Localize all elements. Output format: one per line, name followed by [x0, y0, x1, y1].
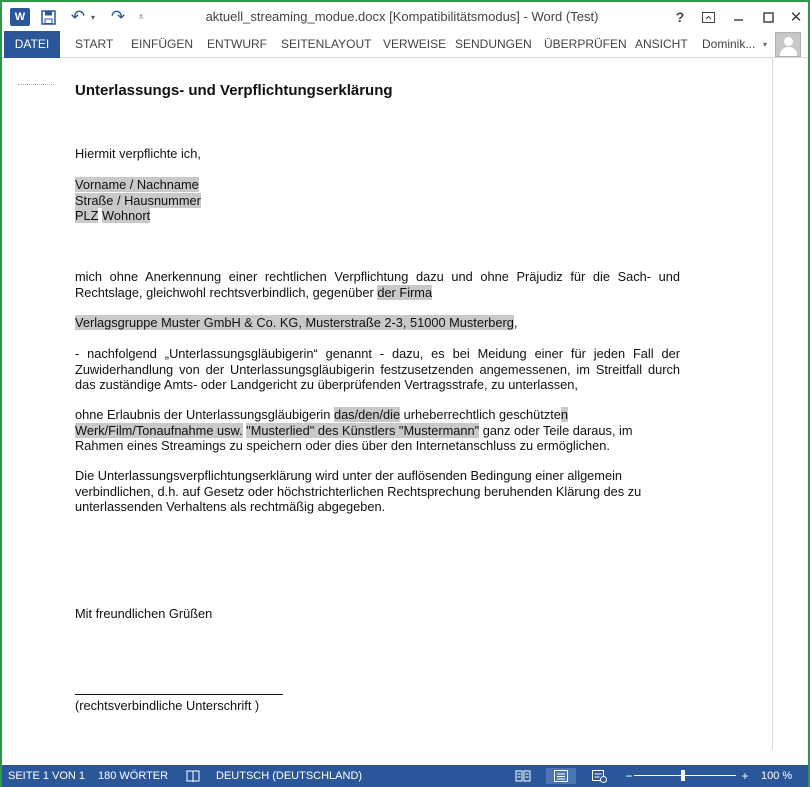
- tab-verweise[interactable]: VERWEISE: [383, 37, 447, 51]
- tab-sendungen[interactable]: SENDUNGEN: [455, 37, 532, 51]
- work-title-highlight: "Musterlied" des Künstlers "Mustermann": [246, 422, 480, 438]
- zoom-level[interactable]: 100 %: [761, 770, 793, 782]
- close-icon[interactable]: ✕: [789, 9, 803, 26]
- signature-label: (rechtsverbindliche Unterschrift ): [75, 698, 260, 713]
- ribbon-display-options-icon[interactable]: [694, 5, 722, 29]
- zoom-in-button[interactable]: +: [741, 769, 749, 783]
- web-layout-icon[interactable]: [590, 768, 608, 784]
- firm-highlight: der Firma: [377, 284, 433, 300]
- document-area[interactable]: [2, 59, 808, 763]
- avatar[interactable]: [775, 32, 801, 57]
- tab-ansicht[interactable]: ANSICHT: [635, 37, 688, 51]
- vertical-scrollbar[interactable]: [774, 59, 808, 763]
- word-count[interactable]: 180 WÖRTER: [98, 770, 169, 782]
- address-name: Vorname / Nachname: [75, 177, 199, 192]
- copyright-text-2: urheberrechtlich geschützte: [400, 407, 561, 422]
- company-suffix: ,: [513, 315, 518, 330]
- user-dropdown-icon[interactable]: ▾: [763, 40, 768, 49]
- page-count[interactable]: SEITE 1 VON 1: [8, 770, 86, 782]
- print-layout-icon[interactable]: [546, 768, 576, 784]
- proofing-icon[interactable]: [184, 768, 202, 784]
- redo-icon[interactable]: ↷: [110, 7, 126, 26]
- work-type-highlight: n Werk/Film/Tonaufnahme usw.: [75, 407, 569, 438]
- minimize-icon[interactable]: [724, 5, 752, 29]
- zoom-slider-thumb[interactable]: [681, 770, 685, 781]
- obligation-paragraph: [75, 269, 680, 300]
- copyright-text-1: ohne Erlaubnis der Unterlassungsgläubigerin: [75, 407, 334, 422]
- save-icon[interactable]: [38, 6, 58, 28]
- zoom-out-button[interactable]: −: [625, 769, 633, 783]
- company-highlight: Verlagsgruppe Muster GmbH & Co. KG, Musterstraße 2-3, 51000 Musterberg: [75, 315, 514, 330]
- closing-line: Mit freundlichen Grüßen: [75, 606, 213, 621]
- condition-paragraph: Die Unterlassungsverpflichtungserklärung wird unter der auflösenden Bedingung einer allgemein verbindlichen, d.h. auf Gesetz oder höchstrichterlichen Rechtsprechung beruhenden Klärung des zu unterlassenden Verhaltens als rechtmäßig abgegeben.: [75, 468, 642, 514]
- tab-datei[interactable]: DATEI: [4, 31, 60, 58]
- document-page[interactable]: [16, 59, 773, 749]
- undo-icon[interactable]: ↶: [70, 7, 86, 26]
- tab-start[interactable]: START: [75, 37, 114, 51]
- status-bar: [2, 765, 808, 787]
- avatar-body: [780, 47, 797, 57]
- address-city: Wohnort: [102, 208, 151, 223]
- avatar-head: [784, 37, 793, 46]
- tab-seitenlayout[interactable]: SEITENLAYOUT: [281, 37, 372, 51]
- maximize-icon[interactable]: [754, 5, 782, 29]
- penalty-paragraph: - nachfolgend „Unterlassungsgläubigerin“ genannt - dazu, es bei Meidung einer für jeden Fall der Zuwiderhandlung von der Unterlassungsgläubigerin festzusetzenden angemessenen, im Streitfall durch das zuständige Amts- oder Landgericht zu überprüfenden Vertragsstrafe, zu unterlassen,: [75, 346, 680, 392]
- tab-einfuegen[interactable]: EINFÜGEN: [131, 37, 194, 51]
- tab-entwurf[interactable]: ENTWURF: [207, 37, 267, 51]
- ribbon-tabs: [2, 31, 808, 58]
- customize-quick-access-icon[interactable]: ⩡: [138, 11, 144, 23]
- document-heading: Unterlassungs- und Verpflichtungserklärung: [75, 82, 393, 99]
- signature-line: [75, 694, 283, 695]
- undo-dropdown-icon[interactable]: ▾: [90, 12, 95, 22]
- address-street: Straße / Hausnummer: [75, 192, 201, 208]
- page-margin-marker: [18, 84, 54, 85]
- copyright-text-4: ganz oder Teile daraus, im Rahmen eines Streamings zu speichern oder dies über den Internetanschluss zu ermöglichen.: [75, 422, 633, 453]
- company-line: [75, 315, 680, 331]
- title-bar: [2, 2, 808, 31]
- address-block: [75, 177, 680, 224]
- article-highlight: das/den/die: [333, 407, 401, 422]
- user-name[interactable]: Dominik...: [702, 37, 756, 51]
- copyright-paragraph: [75, 407, 680, 454]
- obligation-text: mich ohne Anerkennung einer rechtlichen Verpflichtung dazu und ohne Präjudiz für die Sach- und Rechtslage, gleichwohl rechtsverbindlich, gegenüber: [75, 269, 680, 300]
- read-mode-icon[interactable]: [514, 768, 532, 784]
- intro-paragraph: Hiermit verpflichte ich,: [75, 146, 201, 161]
- language-indicator[interactable]: DEUTSCH (DEUTSCHLAND): [216, 770, 363, 782]
- zoom-slider[interactable]: [634, 775, 736, 776]
- window-title: aktuell_streaming_modue.docx [Kompatibilitätsmodus] - Word (Test): [205, 9, 599, 24]
- help-button[interactable]: ?: [675, 9, 685, 25]
- word-icon[interactable]: W: [10, 8, 30, 26]
- address-zip: PLZ: [75, 208, 99, 223]
- tab-ueberpruefen[interactable]: ÜBERPRÜFEN: [544, 37, 627, 51]
